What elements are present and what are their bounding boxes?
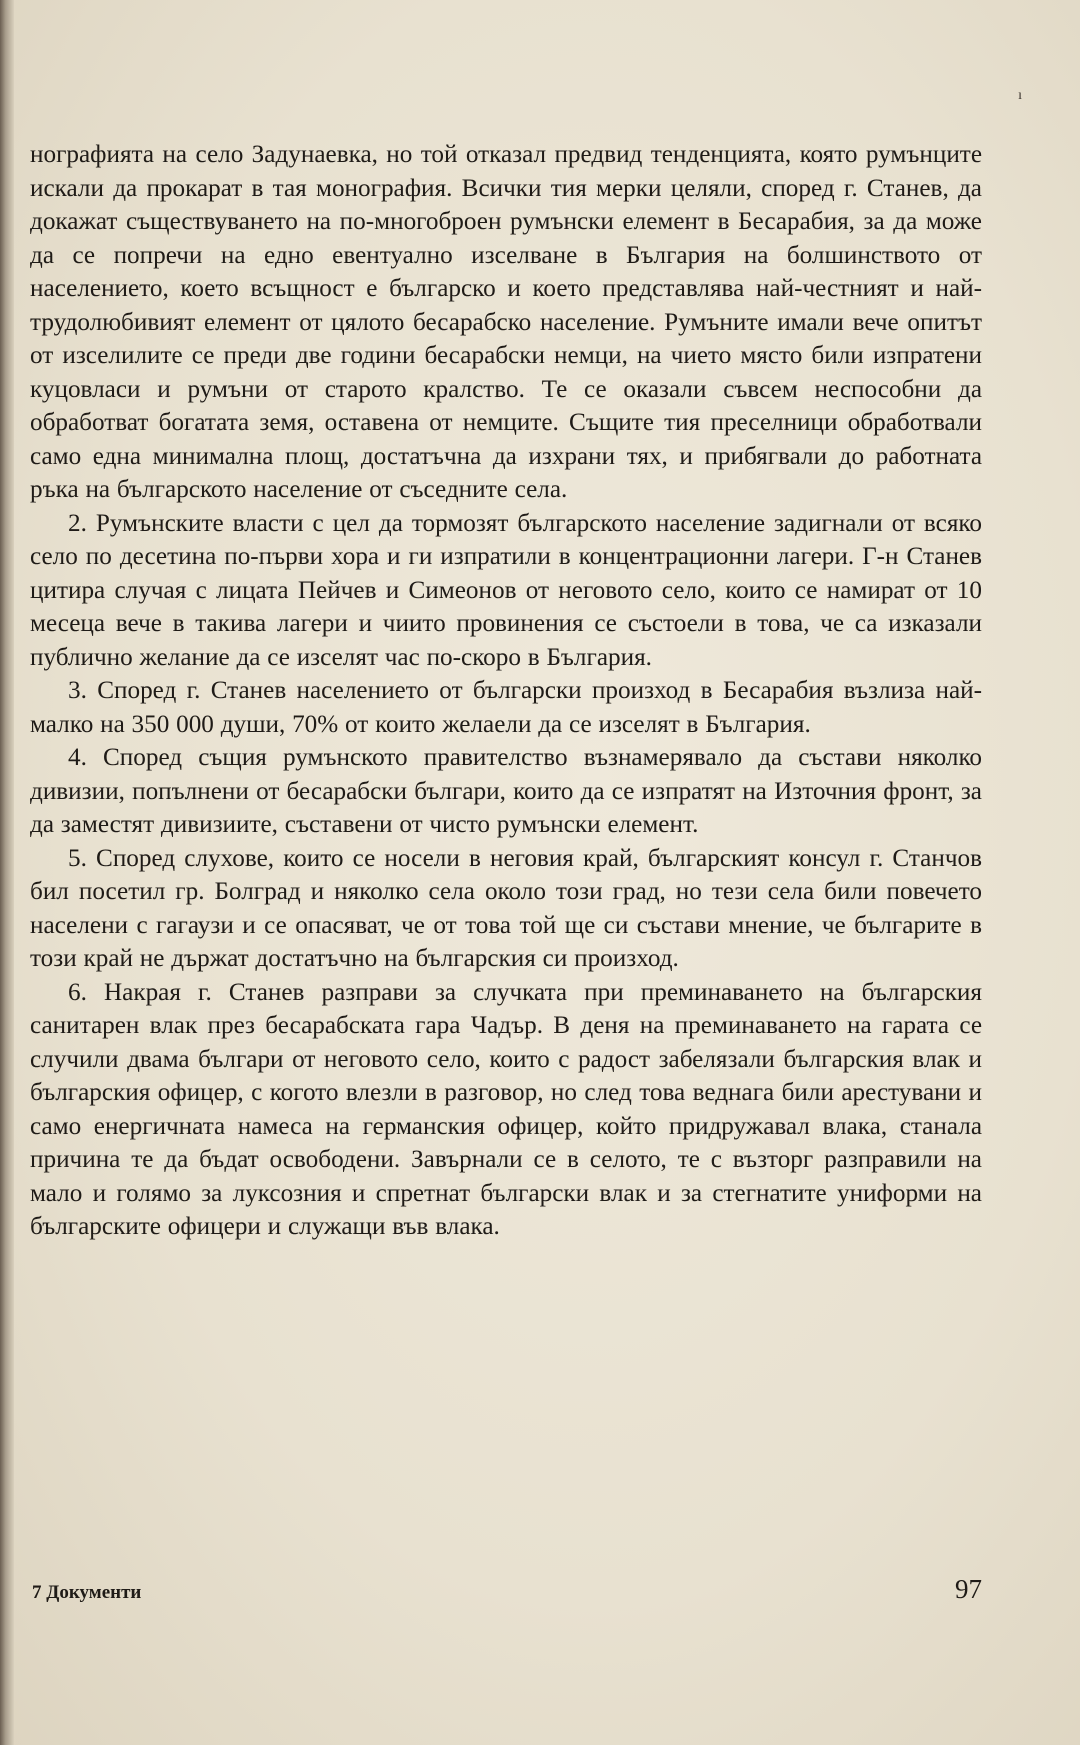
paragraph-2: 2. Румънските власти с цел да тормозят българското население задигнали от всяко село по десетина по-първи хора и ги изпратили в концентрационни лагери. Г-н Станев цитира случая с лицата Пейчев и Симеонов от неговото село, които се намират от 10 месеца вече в такива лагери и чиито провинения се състоели в това, че са изказали публично желание да се изселят час по-скоро в България.	[30, 509, 982, 671]
body-text	[30, 138, 982, 1244]
page-footer	[30, 1572, 982, 1612]
paragraph-4: 4. Според същия румънското правителство възнамерявало да състави няколко дивизии, попълнени от бесарабски българи, които да се изпратят на Източния фронт, за да заместят дивизиите, съставени от чисто румънски елемент.	[30, 744, 982, 838]
paragraph-6: 6. Накрая г. Станев разправи за случката при преминаването на българския санитарен влак през бесарабската гара Чадър. В деня на преминаването на гарата се случили двама българи от неговото село, които с радост забелязали българския влак и българския офицер, с когото влезли в разговор, но след това веднага били арестувани и само енергичната намеса на германския офицер, който придружавал влака, станала причина те да бъдат освободени. Завърнали се в селото, те с възторг разправили на мало и голямо за луксозния и спретнат български влак и за стегнатите униформи на българските офицери и служащи във влака.	[30, 978, 982, 1240]
paragraph-3: 3. Според г. Станев населението от български произход в Бесарабия възлиза най-малко на 350 000 души, 70% от които желаели да се изселят в България.	[30, 677, 982, 738]
print-speck: ı	[1018, 88, 1022, 103]
page-number: 97	[955, 1574, 982, 1604]
signature-mark: 7 Документи	[32, 1582, 142, 1603]
paragraph-5: 5. Според слухове, които се носели в неговия край, българският консул г. Станчов бил посетил гр. Болград и няколко села около този град, но тези села били повечето населени с гагаузи и се опасяват, че от това той ще си състави мнение, че българите в този край не държат достатъчно на българския си произход.	[30, 844, 982, 972]
paragraph-1: нографията на село Задунаевка, но той отказал предвид тенденцията, която румънците искали да прокарат в тая монография. Всички тия мерки целяли, според г. Станев, да докажат съществуването на по-многоброен румънски елемент в Бесарабия, за да може да се попречи на едно евентуално изселване в България на болшинството от населението, което всъщност е българско и което представлява най-честният и най-трудолюбивият елемент от цялото бесарабско население. Румъните имали вече опитът от изселилите се преди две години бесарабски немци, на чието място били изпратени куцовласи и румъни от старото кралство. Те се оказали съвсем неспособни да обработват богатата земя, оставена от немците. Същите тия преселници обработвали само една минимална площ, достатъчна да изхрани тях, и прибягвали до работната ръка на българското население от съседните села.	[30, 141, 982, 503]
book-spine-shadow	[0, 0, 14, 1745]
